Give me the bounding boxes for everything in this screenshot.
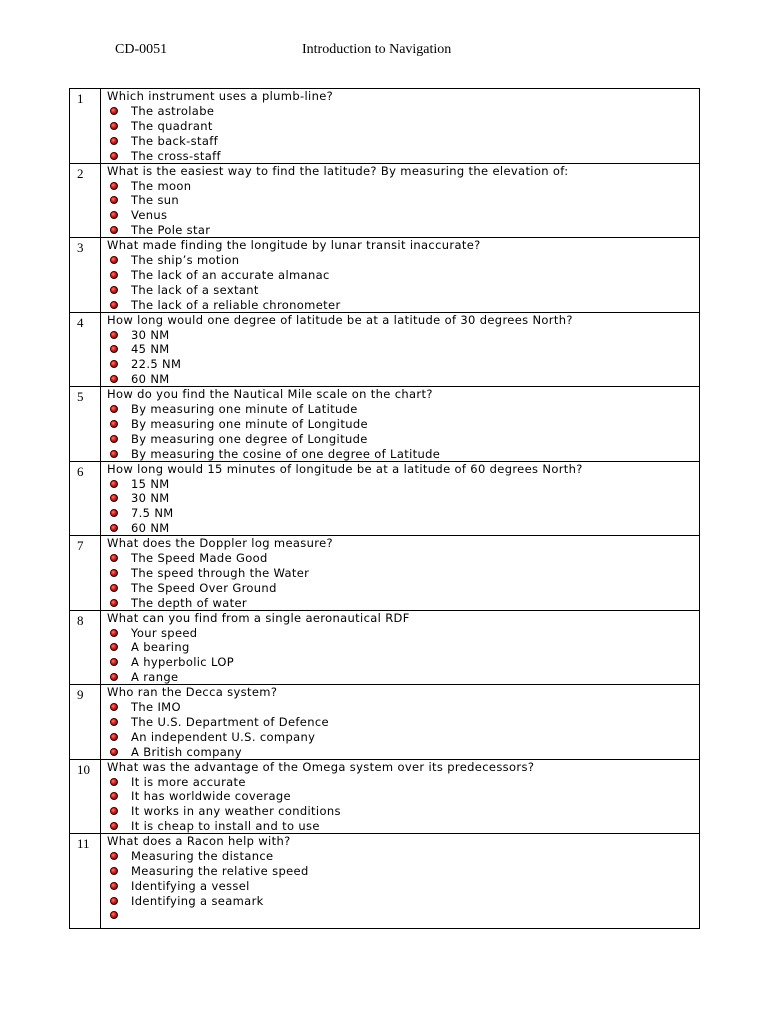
radio-bullet-icon[interactable] [110, 122, 118, 130]
question-body [101, 834, 699, 928]
radio-bullet-icon[interactable] [110, 107, 118, 115]
answer-option[interactable] [107, 402, 699, 417]
question-text: What does a Racon help with? [107, 834, 291, 848]
answer-option[interactable] [107, 506, 699, 521]
answer-option-label: 30 NM [131, 327, 170, 342]
radio-bullet-icon[interactable] [110, 852, 118, 860]
answer-option-label: It is cheap to install and to use [131, 819, 320, 834]
answer-option[interactable] [107, 640, 699, 655]
radio-bullet-icon[interactable] [110, 256, 118, 264]
question-text: How long would 15 minutes of longitude be at a latitude of 60 degrees North? [107, 461, 583, 476]
radio-bullet-icon[interactable] [110, 301, 118, 309]
radio-bullet-icon[interactable] [110, 733, 118, 741]
radio-bullet-icon[interactable] [110, 137, 118, 145]
question-body [101, 313, 699, 387]
question-body [101, 760, 699, 834]
answer-option-label: 60 NM [131, 372, 170, 387]
answer-option-label: The lack of a reliable chronometer [131, 297, 341, 312]
answer-option[interactable] [107, 625, 699, 640]
radio-bullet-icon[interactable] [110, 211, 118, 219]
answer-option-label: Identifying a seamark [131, 893, 264, 908]
answer-option-label: 7.5 NM [131, 506, 174, 521]
radio-bullet-icon[interactable] [110, 286, 118, 294]
radio-bullet-icon[interactable] [110, 792, 118, 800]
radio-bullet-icon[interactable] [110, 494, 118, 502]
radio-bullet-icon[interactable] [110, 569, 118, 577]
radio-bullet-icon[interactable] [110, 554, 118, 562]
radio-bullet-icon[interactable] [110, 509, 118, 517]
answer-option-label: The astrolabe [131, 104, 215, 119]
answer-option-label: By measuring one minute of Longitude [131, 416, 368, 431]
answer-option[interactable] [107, 446, 699, 461]
radio-bullet-icon[interactable] [110, 584, 118, 592]
answer-option-label: The back-staff [131, 133, 219, 148]
answer-option-label: Measuring the relative speed [131, 863, 309, 878]
question-number: 2 [70, 164, 101, 238]
answer-option[interactable] [107, 804, 699, 819]
answer-option-label: A hyperbolic LOP [131, 655, 235, 670]
radio-bullet-icon[interactable] [110, 405, 118, 413]
answer-option[interactable] [107, 133, 699, 148]
answer-option-label: 22.5 NM [131, 357, 182, 372]
answer-option-label: The moon [131, 178, 192, 193]
answer-option[interactable] [107, 372, 699, 387]
answer-option[interactable] [107, 417, 699, 432]
question-number: 3 [70, 238, 101, 312]
question-text: Which instrument uses a plumb-line? [107, 89, 334, 103]
answer-option[interactable] [107, 893, 699, 908]
answer-option-label: The cross-staff [131, 148, 221, 163]
question-body [101, 536, 699, 610]
radio-bullet-icon[interactable] [110, 375, 118, 383]
radio-bullet-icon[interactable] [110, 882, 118, 890]
question-row [70, 760, 699, 835]
question-text: What was the advantage of the Omega system over its predecessors? [107, 759, 535, 774]
answer-option-label: An independent U.S. company [131, 729, 316, 744]
radio-bullet-icon[interactable] [110, 345, 118, 353]
answer-option[interactable] [107, 774, 699, 789]
question-body [101, 611, 699, 685]
radio-bullet-icon[interactable] [110, 450, 118, 458]
answer-option[interactable] [107, 595, 699, 610]
answer-option[interactable] [107, 104, 699, 119]
question-number: 11 [70, 834, 101, 928]
answer-option[interactable] [107, 670, 699, 685]
question-text: What can you find from a single aeronautical RDF [107, 610, 410, 625]
radio-bullet-icon[interactable] [110, 196, 118, 204]
answer-option-label: 15 NM [131, 476, 170, 491]
radio-bullet-icon[interactable] [110, 360, 118, 368]
question-text: How long would one degree of latitude be at a latitude of 30 degrees North? [107, 312, 573, 327]
question-number: 5 [70, 387, 101, 461]
answer-option[interactable] [107, 491, 699, 506]
radio-bullet-icon[interactable] [110, 629, 118, 637]
question-text: What is the easiest way to find the latitude? By measuring the elevation of: [107, 163, 569, 178]
answer-option[interactable] [107, 223, 699, 238]
answer-option[interactable] [107, 789, 699, 804]
radio-bullet-icon[interactable] [110, 867, 118, 875]
answer-option[interactable] [107, 864, 699, 879]
answer-option-label: The Speed Made Good [131, 551, 268, 566]
answer-option[interactable] [107, 729, 699, 744]
answer-option-label: Identifying a vessel [131, 878, 250, 893]
answer-option-label: The Pole star [131, 223, 211, 238]
question-number: 4 [70, 313, 101, 387]
answer-option-label: It works in any weather conditions [131, 804, 341, 819]
question-number: 10 [70, 760, 101, 834]
answer-option[interactable] [107, 655, 699, 670]
answer-option-label: 60 NM [131, 521, 170, 536]
question-number: 8 [70, 611, 101, 685]
answer-option[interactable] [107, 193, 699, 208]
answer-option[interactable] [107, 253, 699, 268]
question-row [70, 238, 699, 313]
question-text: What does the Doppler log measure? [107, 536, 333, 550]
answer-option[interactable] [107, 715, 699, 730]
answer-option[interactable] [107, 148, 699, 163]
answer-option-label: The IMO [131, 700, 181, 715]
radio-bullet-icon[interactable] [110, 331, 118, 339]
radio-bullet-icon[interactable] [110, 673, 118, 681]
radio-bullet-icon[interactable] [110, 807, 118, 815]
answer-option-label: The speed through the Water [131, 565, 310, 580]
answer-option[interactable] [107, 431, 699, 446]
answer-option[interactable] [107, 551, 699, 566]
question-row [70, 536, 699, 611]
answer-option-label: 45 NM [131, 342, 170, 357]
question-number: 1 [70, 89, 101, 163]
question-text: Who ran the Decca system? [107, 685, 278, 699]
radio-bullet-icon[interactable] [110, 420, 118, 428]
quiz-table [69, 88, 700, 929]
answer-option-label: The lack of an accurate almanac [131, 267, 330, 282]
answer-option[interactable] [107, 282, 699, 297]
answer-option[interactable] [107, 580, 699, 595]
radio-bullet-icon[interactable] [110, 822, 118, 830]
answer-option[interactable] [107, 178, 699, 193]
question-text: How do you find the Nautical Mile scale on the chart? [107, 387, 433, 401]
answer-option[interactable] [107, 357, 699, 372]
question-text: What made finding the longitude by lunar transit inaccurate? [107, 238, 481, 252]
radio-bullet-icon[interactable] [110, 271, 118, 279]
radio-bullet-icon[interactable] [110, 778, 118, 786]
question-body [101, 89, 699, 163]
question-row [70, 834, 699, 929]
question-body [101, 462, 699, 536]
radio-bullet-icon[interactable] [110, 748, 118, 756]
question-row [70, 164, 699, 239]
answer-option-label: The ship’s motion [131, 253, 240, 268]
answer-option-label: A range [131, 670, 179, 685]
answer-option-label: Measuring the distance [131, 849, 274, 864]
answer-option-label: The quadrant [131, 118, 213, 133]
answer-option[interactable] [107, 566, 699, 581]
answer-option[interactable] [107, 327, 699, 342]
answer-option-label: The Speed Over Ground [131, 580, 277, 595]
answer-option[interactable] [107, 908, 699, 923]
answer-option-label: Your speed [131, 625, 198, 640]
answer-option[interactable] [107, 700, 699, 715]
question-row [70, 462, 699, 537]
answer-option-label: It is more accurate [131, 774, 246, 789]
answer-option-label: The sun [131, 193, 180, 208]
question-body [101, 387, 699, 461]
radio-bullet-icon[interactable] [110, 480, 118, 488]
answer-option[interactable] [107, 476, 699, 491]
answer-option[interactable] [107, 849, 699, 864]
question-row [70, 685, 699, 760]
question-row [70, 313, 699, 388]
answer-option-label: By measuring one degree of Longitude [131, 431, 368, 446]
answer-option[interactable] [107, 208, 699, 223]
radio-bullet-icon[interactable] [110, 226, 118, 234]
question-number: 9 [70, 685, 101, 759]
answer-option[interactable] [107, 297, 699, 312]
answer-option[interactable] [107, 521, 699, 536]
answer-option-label: By measuring the cosine of one degree of Latitude [131, 446, 441, 461]
question-body [101, 164, 699, 238]
question-row [70, 387, 699, 462]
question-number: 6 [70, 462, 101, 536]
answer-option-label: A British company [131, 744, 242, 759]
answer-option[interactable] [107, 878, 699, 893]
radio-bullet-icon[interactable] [110, 718, 118, 726]
question-body [101, 685, 699, 759]
answer-option-label: A bearing [131, 640, 190, 655]
answer-option-label: 30 NM [131, 491, 170, 506]
question-row [70, 89, 699, 164]
radio-bullet-icon[interactable] [110, 897, 118, 905]
radio-bullet-icon[interactable] [110, 152, 118, 160]
radio-bullet-icon[interactable] [110, 703, 118, 711]
answer-option-label: By measuring one minute of Latitude [131, 402, 358, 417]
answer-option-label: The U.S. Department of Defence [131, 714, 329, 729]
radio-bullet-icon[interactable] [110, 524, 118, 532]
answer-option[interactable] [107, 744, 699, 759]
radio-bullet-icon[interactable] [110, 435, 118, 443]
answer-option[interactable] [107, 119, 699, 134]
answer-option-label: The lack of a sextant [131, 282, 259, 297]
radio-bullet-icon[interactable] [110, 658, 118, 666]
radio-bullet-icon[interactable] [110, 643, 118, 651]
document-code: CD-0051 [115, 42, 168, 57]
answer-option-label: The depth of water [131, 595, 247, 610]
answer-option-label: Venus [131, 208, 168, 223]
radio-bullet-icon[interactable] [110, 599, 118, 607]
answer-option[interactable] [107, 819, 699, 834]
question-row [70, 611, 699, 686]
answer-option[interactable] [107, 268, 699, 283]
answer-option[interactable] [107, 342, 699, 357]
radio-bullet-icon[interactable] [110, 182, 118, 190]
document-title: Introduction to Navigation [302, 42, 452, 57]
radio-bullet-icon[interactable] [110, 911, 118, 919]
answer-option-label: It has worldwide coverage [131, 789, 291, 804]
question-number: 7 [70, 536, 101, 610]
question-body [101, 238, 699, 312]
